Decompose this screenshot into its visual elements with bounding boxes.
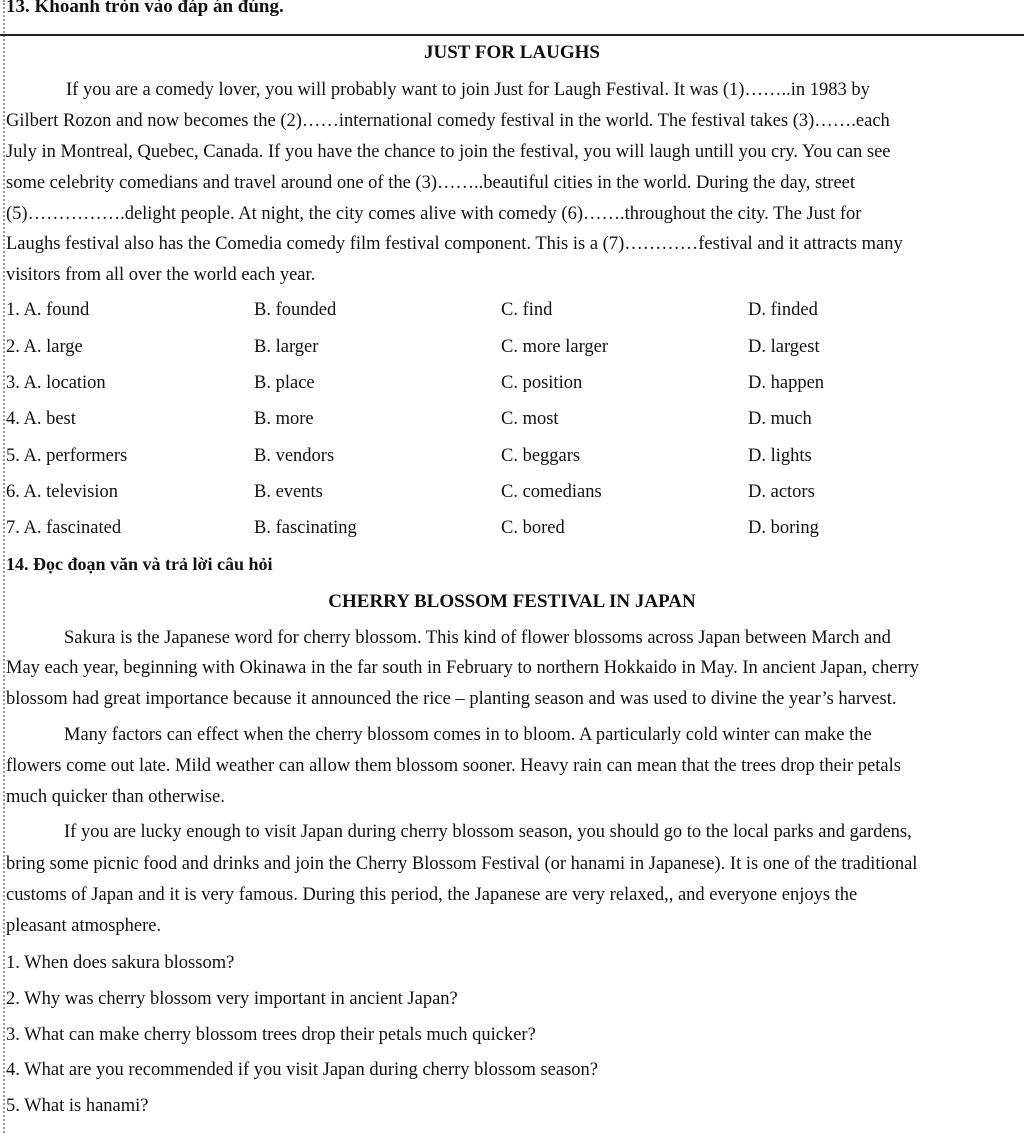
- passage-line: much quicker than otherwise.: [6, 787, 225, 807]
- passage-title-just-for-laughs: JUST FOR LAUGHS: [424, 42, 600, 63]
- q6-option-b[interactable]: B. events: [254, 482, 323, 502]
- q4-option-b[interactable]: B. more: [254, 409, 314, 429]
- passage-line: some celebrity comedians and travel around one of the (3)……..beautiful cities in the world. During the day, street: [6, 173, 856, 193]
- q4-option-c[interactable]: C. most: [501, 409, 559, 429]
- q5-option-d[interactable]: D. lights: [748, 446, 812, 466]
- q3-option-d[interactable]: D. happen: [748, 373, 825, 393]
- passage-line: (5)…………….delight people. At night, the city comes alive with comedy (6)…….throughout the city. The Just for: [6, 204, 862, 224]
- passage-line: customs of Japan and it is very famous. During this period, the Japanese are very relaxed,, and everyone enjoys the: [6, 885, 858, 905]
- q6-option-a[interactable]: 6. A. television: [6, 482, 119, 502]
- passage-title-cherry-blossom: CHERRY BLOSSOM FESTIVAL IN JAPAN: [328, 591, 696, 612]
- q5-option-c[interactable]: C. beggars: [501, 446, 581, 466]
- q2-option-d[interactable]: D. largest: [748, 337, 820, 357]
- header-divider: [0, 34, 1024, 36]
- q2-option-c[interactable]: C. more larger: [501, 337, 609, 357]
- q5-option-a[interactable]: 5. A. performers: [6, 446, 128, 466]
- passage-line: pleasant atmosphere.: [6, 916, 162, 936]
- passage-line: July in Montreal, Quebec, Canada. If you have the chance to join the festival, you will laugh untill you cry. You can see: [6, 142, 891, 162]
- q7-option-d[interactable]: D. boring: [748, 518, 819, 538]
- q3-option-c[interactable]: C. position: [501, 373, 583, 393]
- passage-line: Laughs festival also has the Comedia comedy film festival component. This is a (7)…………festival and it attracts many: [6, 234, 903, 254]
- q4-option-d[interactable]: D. much: [748, 409, 812, 429]
- q3-option-b[interactable]: B. place: [254, 373, 315, 393]
- q4-option-a[interactable]: 4. A. best: [6, 409, 76, 429]
- q1-option-a[interactable]: 1. A. found: [6, 300, 90, 320]
- q1-option-d[interactable]: D. finded: [748, 300, 818, 320]
- q1-option-b[interactable]: B. founded: [254, 300, 337, 320]
- passage-line: flowers come out late. Mild weather can allow them blossom sooner. Heavy rain can mean that the trees drop their petals: [6, 756, 901, 776]
- q7-option-b[interactable]: B. fascinating: [254, 518, 357, 538]
- question-item: 4. What are you recommended if you visit Japan during cherry blossom season?: [6, 1060, 599, 1080]
- exercise-13-header: 13. Khoanh tròn vào đáp án đúng.: [6, 0, 284, 17]
- passage-line: Many factors can effect when the cherry blossom comes in to bloom. A particularly cold winter can make the: [64, 725, 872, 745]
- passage-line: May each year, beginning with Okinawa in the far south in February to northern Hokkaido in May. In ancient Japan, cherry: [6, 658, 920, 678]
- q6-option-d[interactable]: D. actors: [748, 482, 815, 502]
- exercise-14-header: 14. Đọc đoạn văn và trả lời câu hỏi: [6, 554, 273, 574]
- passage-line: bring some picnic food and drinks and join the Cherry Blossom Festival (or hanami in Japanese). It is one of the traditional: [6, 854, 918, 874]
- q6-option-c[interactable]: C. comedians: [501, 482, 602, 502]
- passage-line: If you are a comedy lover, you will probably want to join Just for Laugh Festival. It was (1)……..in 1983 by: [66, 80, 870, 100]
- passage-line: Sakura is the Japanese word for cherry blossom. This kind of flower blossoms across Japan between March and: [64, 628, 891, 648]
- q1-option-c[interactable]: C. find: [501, 300, 553, 320]
- q2-option-b[interactable]: B. larger: [254, 337, 319, 357]
- q3-option-a[interactable]: 3. A. location: [6, 373, 106, 393]
- q7-option-c[interactable]: C. bored: [501, 518, 565, 538]
- passage-line: visitors from all over the world each year.: [6, 265, 316, 285]
- passage-line: blossom had great importance because it announced the rice – planting season and was used to divine the year’s harvest.: [6, 689, 897, 709]
- question-item: 5. What is hanami?: [6, 1096, 149, 1116]
- passage-line: If you are lucky enough to visit Japan during cherry blossom season, you should go to the local parks and gardens,: [64, 822, 912, 842]
- passage-line: Gilbert Rozon and now becomes the (2)……international comedy festival in the world. The festival takes (3)…….each: [6, 111, 890, 131]
- q5-option-b[interactable]: B. vendors: [254, 446, 335, 466]
- q2-option-a[interactable]: 2. A. large: [6, 337, 83, 357]
- q7-option-a[interactable]: 7. A. fascinated: [6, 518, 122, 538]
- question-item: 1. When does sakura blossom?: [6, 953, 235, 973]
- question-item: 3. What can make cherry blossom trees drop their petals much quicker?: [6, 1025, 536, 1045]
- question-item: 2. Why was cherry blossom very important in ancient Japan?: [6, 989, 458, 1009]
- left-margin-rule: [3, 0, 5, 1133]
